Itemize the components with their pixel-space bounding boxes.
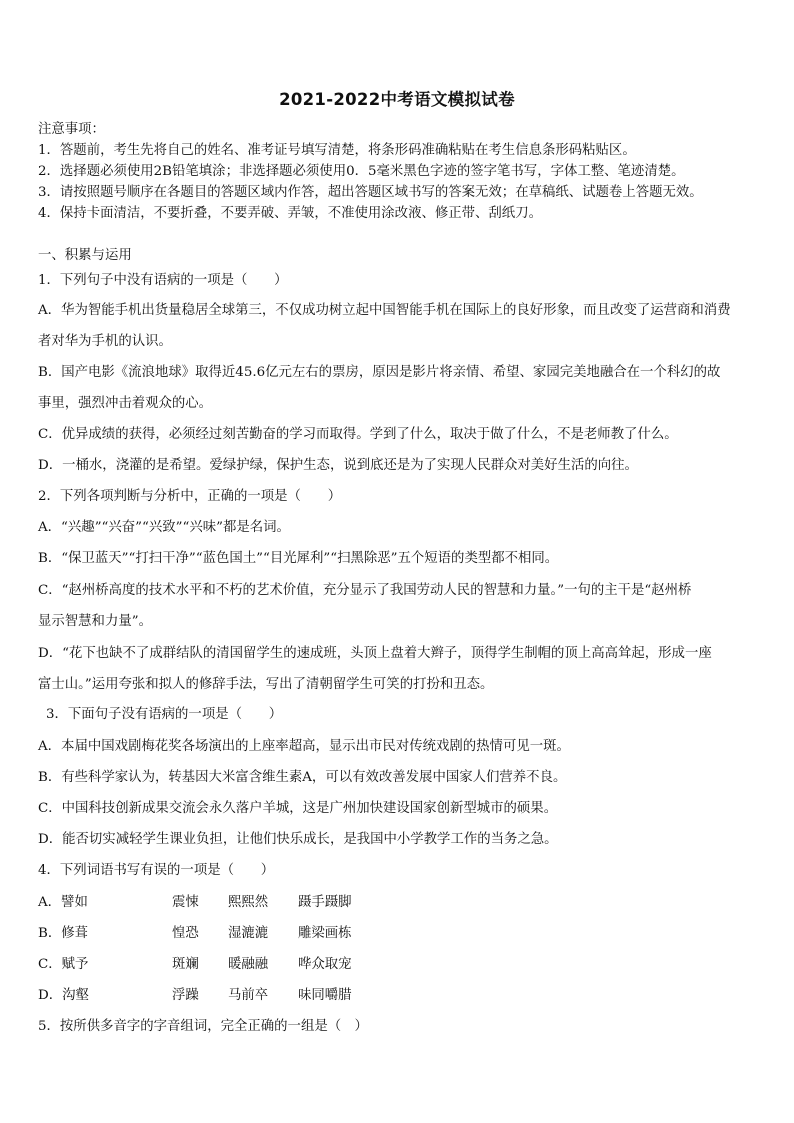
q4-a-word2: 震悚 — [172, 895, 199, 910]
q1-option-d: D．一桶水，浇灌的是希望。爱绿护绿，保护生态，说到底还是为了实现人民群众对美好生活的向往。 — [38, 458, 638, 473]
q4-c-word1: C．赋予 — [38, 957, 89, 972]
q4-d-word4: 味同嚼腊 — [298, 988, 352, 1003]
q4-c-word4: 哗众取宠 — [298, 957, 352, 972]
q4-b-word2: 惶恐 — [172, 926, 199, 941]
q4-b-word3: 湿漉漉 — [228, 926, 269, 941]
q4-option-row — [38, 987, 352, 1005]
q1-stem: 1．下列句子中没有语病的一项是（ ） — [38, 273, 288, 288]
q1-option-a-line2: 者对华为手机的认识。 — [38, 334, 172, 349]
q4-c-word3: 暖融融 — [228, 957, 269, 972]
q4-d-word2: 浮躁 — [172, 988, 199, 1003]
q3-option-b: B．有些科学家认为，转基因大米富含维生素A，可以有效改善发展中国家人们营养不良。 — [38, 770, 567, 785]
q3-option-c: C．中国科技创新成果交流会永久落户羊城，这是广州加快建设国家创新型城市的硕果。 — [38, 801, 558, 816]
q4-a-word4: 蹑手蹑脚 — [298, 895, 352, 910]
q1-option-a-line1: A．华为智能手机出货量稳居全球第三，不仅成功树立起中国智能手机在国际上的良好形象，而且改变了运营商和消费 — [38, 303, 731, 318]
q4-c-word2: 斑斓 — [172, 957, 199, 972]
q4-a-word3: 熙熙然 — [228, 895, 269, 910]
q4-option-row — [38, 925, 352, 943]
q1-option-c: C．优异成绩的获得，必须经过刻苦勤奋的学习而取得。学到了什么，取决于做了什么，不是老师教了什么。 — [38, 427, 678, 442]
notice-heading: 注意事项： — [38, 122, 105, 137]
q4-stem: 4．下列词语书写有误的一项是（ ） — [38, 863, 275, 878]
q1-option-b-line1: B．国产电影《流浪地球》取得近45.6亿元左右的票房，原因是影片将亲情、希望、家园完美地融合在一个科幻的故 — [38, 365, 721, 380]
q4-option-row — [38, 956, 352, 974]
q3-stem: 3．下面句子没有语病的一项是（ ） — [46, 707, 283, 722]
q4-option-row — [38, 894, 352, 912]
q2-option-c-line2: 显示智慧和力量”。 — [38, 614, 152, 629]
q2-option-d-line2: 富士山。”运用夸张和拟人的修辞手法，写出了清朝留学生可笑的打扮和丑态。 — [38, 677, 494, 692]
q4-a-word1: A．譬如 — [38, 895, 88, 910]
q2-option-b: B．“保卫蓝天”“打扫干净”“蓝色国土”“目光犀利”“扫黑除恶”五个短语的类型都不相同。 — [38, 551, 559, 566]
q1-option-b-line2: 事里，强烈冲击着观众的心。 — [38, 396, 213, 411]
notice-item-2: 2．选择题必须使用2B铅笔填涂；非选择题必须使用0．5毫米黑色字迹的签字笔书写，字体工整、笔迹清楚。 — [38, 164, 685, 179]
q4-d-word3: 马前卒 — [228, 988, 269, 1003]
notice-item-1: 1．答题前，考生先将自己的姓名、准考证号填写清楚，将条形码准确粘贴在考生信息条形码粘贴区。 — [38, 143, 636, 158]
q4-b-word1: B．修葺 — [38, 926, 89, 941]
q4-d-word1: D．沟壑 — [38, 988, 89, 1003]
exam-title: 2021-2022中考语文模拟试卷 — [279, 90, 515, 109]
q2-option-a: A．“兴趣”“兴奋”“兴致”“兴味”都是名词。 — [38, 520, 290, 535]
notice-item-4: 4．保持卡面清洁，不要折叠，不要弄破、弄皱，不准使用涂改液、修正带、刮纸刀。 — [38, 206, 542, 221]
q2-option-c-line1: C．“赵州桥高度的技术水平和不朽的艺术价值，充分显示了我国劳动人民的智慧和力量。”一句的主干是“赵州桥 — [38, 583, 692, 598]
q2-stem: 2．下列各项判断与分析中，正确的一项是（ ） — [38, 489, 342, 504]
q3-option-d: D．能否切实减轻学生课业负担，让他们快乐成长，是我国中小学教学工作的当务之急。 — [38, 832, 558, 847]
section-heading: 一、积累与运用 — [38, 248, 132, 263]
notice-item-3: 3．请按照题号顺序在各题目的答题区域内作答，超出答题区域书写的答案无效；在草稿纸、试题卷上答题无效。 — [38, 185, 703, 200]
q4-b-word4: 雕梁画栋 — [298, 926, 352, 941]
q3-option-a: A．本届中国戏剧梅花奖各场演出的上座率超高，显示出市民对传统戏剧的热情可见一斑。 — [38, 739, 570, 754]
q2-option-d-line1: D．“花下也缺不了成群结队的清国留学生的速成班，头顶上盘着大辫子，顶得学生制帽的顶上高高耸起，形成一座 — [38, 646, 712, 661]
q5-stem: 5．按所供多音字的字音组词，完全正确的一组是（ ） — [38, 1019, 368, 1034]
